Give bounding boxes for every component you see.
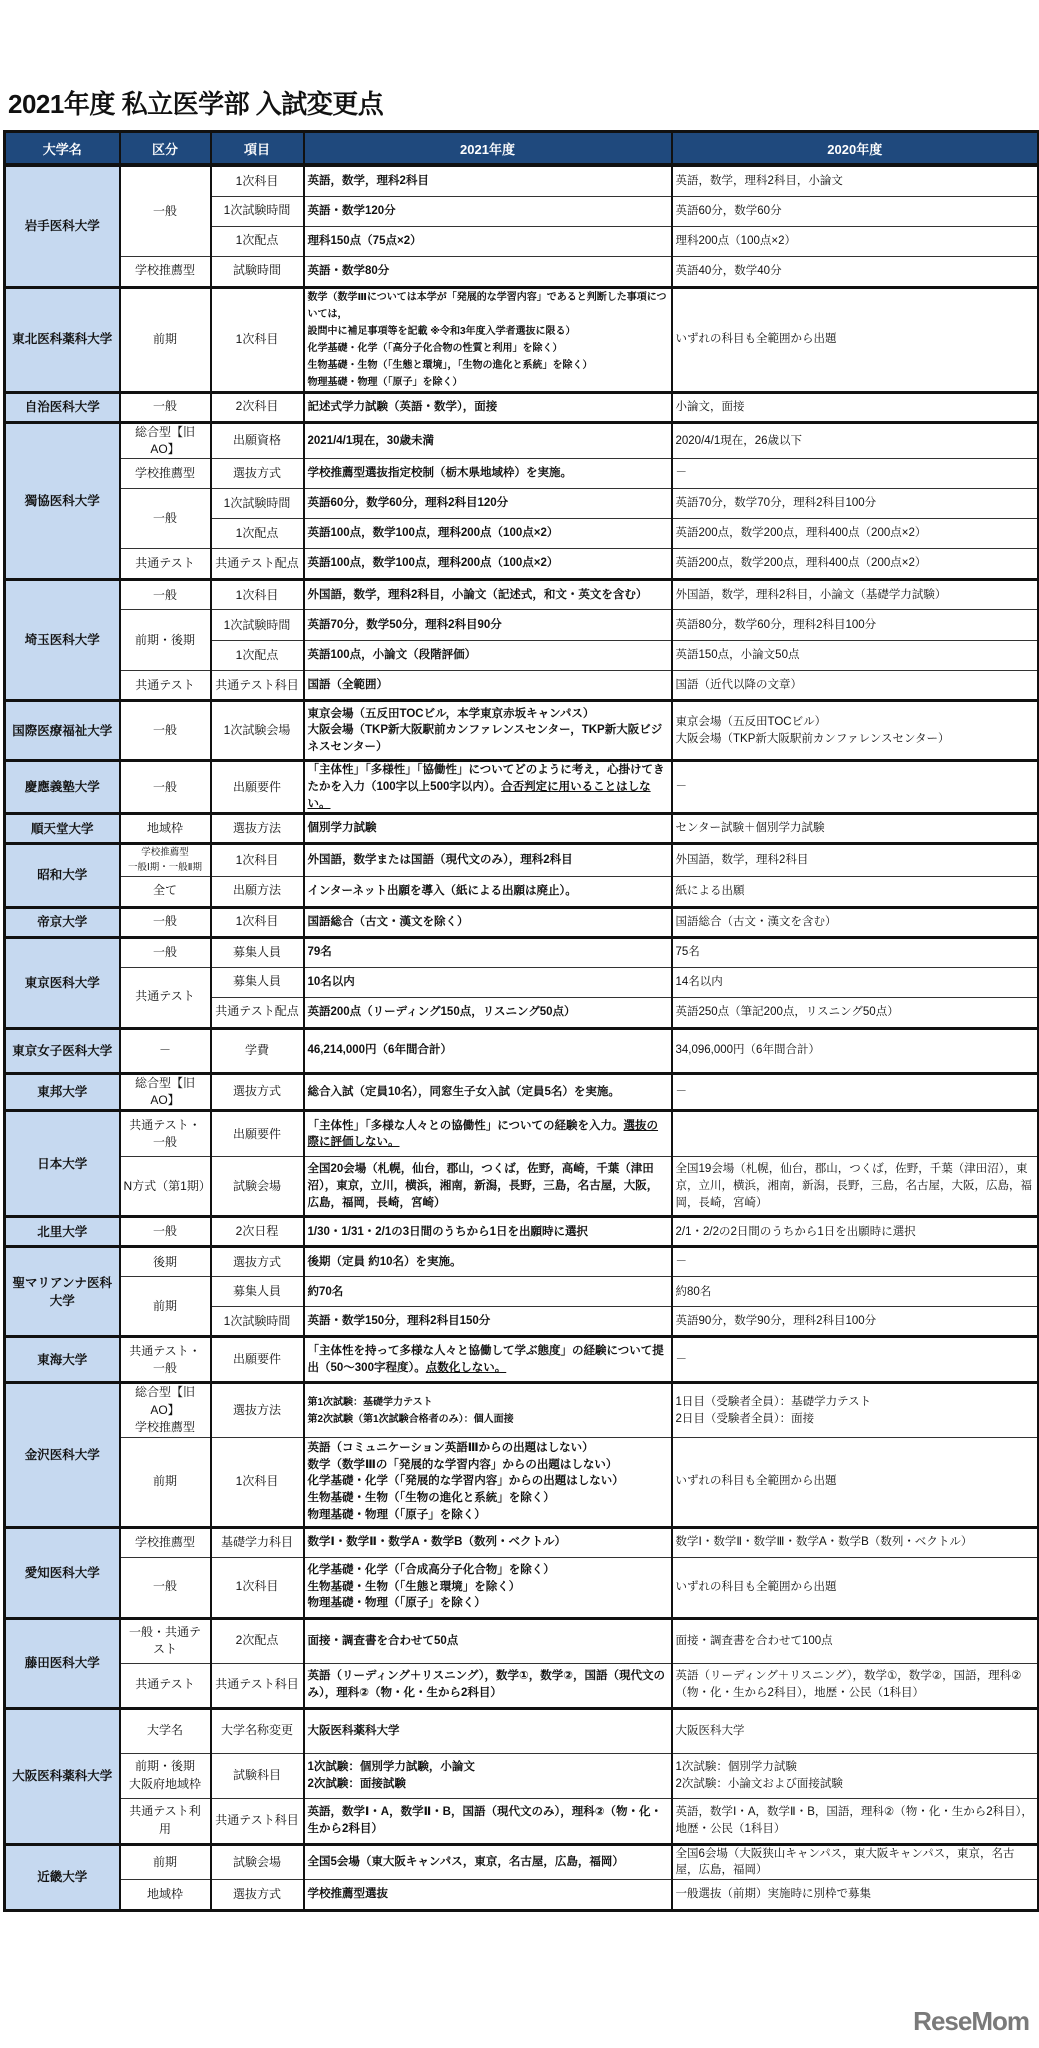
value-2020-cell: いずれの科目も全範囲から出題 bbox=[672, 1437, 1039, 1527]
value-2021-cell bbox=[304, 226, 672, 256]
university-name: 東邦大学 bbox=[5, 1073, 120, 1111]
header-item: 項目 bbox=[211, 132, 304, 166]
item-cell: 2次配点 bbox=[211, 1618, 304, 1663]
university-name: 東京女子医科大学 bbox=[5, 1028, 120, 1073]
value-2021-cell bbox=[304, 1383, 672, 1437]
category-cell: 一般・共通テスト bbox=[120, 1618, 211, 1663]
category-cell: 共通テスト・一般 bbox=[120, 1111, 211, 1157]
value-2021-text: 後期（定員 約10名）を実施。 bbox=[307, 1256, 462, 1269]
value-2021-text: 外国語，数学または国語（現代文のみ），理科2科目 bbox=[307, 854, 573, 867]
value-2020-cell: 2020/4/1現在，26歳以下 bbox=[672, 422, 1039, 459]
item-cell: 出願要件 bbox=[211, 1337, 304, 1383]
value-2020-cell: － bbox=[672, 1337, 1039, 1383]
item-cell: 出願要件 bbox=[211, 1111, 304, 1157]
value-2021-text: 個別学力試験 bbox=[307, 822, 377, 835]
value-2021-text: 2021/4/1現在，30歳未満 bbox=[307, 434, 435, 447]
value-2021-cell bbox=[304, 549, 672, 580]
table-row bbox=[5, 1277, 1039, 1307]
value-2021-text: 第1次試験：基礎学力テスト 第2次試験（第1次試験合格者のみ）：個人面接 bbox=[307, 1396, 514, 1425]
value-2021-text: 約70名 bbox=[307, 1285, 344, 1298]
value-2021-text: 東京会場（五反田TOCビル，本学東京赤坂キャンパス） 大阪会場（TKP新大阪駅前カンファレンスセンター，TKP新大阪ビジネスセンター） bbox=[307, 707, 663, 754]
table-row bbox=[5, 1557, 1039, 1618]
category-cell: N方式（第1期） bbox=[120, 1157, 211, 1217]
table-row bbox=[5, 287, 1039, 392]
value-2021-text: インターネット出願を導入（紙による出願は廃止）。 bbox=[307, 884, 577, 897]
value-2021-text: 「主体性」「多様性」「協働性」についてどのように考え，心掛けてきたかを入力（100字以上500字以内）。 bbox=[307, 764, 665, 793]
category-cell: 共通テスト bbox=[120, 967, 211, 1028]
value-2021-text: 国語（全範囲） bbox=[307, 678, 388, 691]
table-row bbox=[5, 1618, 1039, 1663]
value-2021-text: 英語200点（リーディング150点，リスニング50点） bbox=[307, 1005, 576, 1018]
item-cell: 試験会場 bbox=[211, 1844, 304, 1879]
category-cell: 地域枠 bbox=[120, 814, 211, 844]
category-cell: － bbox=[120, 1028, 211, 1073]
value-2021-cell bbox=[304, 814, 672, 844]
item-cell: 募集人員 bbox=[211, 967, 304, 997]
item-cell: 2次日程 bbox=[211, 1217, 304, 1247]
value-2021-cell bbox=[304, 1753, 672, 1798]
university-name: 岩手医科大学 bbox=[5, 165, 120, 287]
item-cell: 選抜方法 bbox=[211, 1383, 304, 1437]
value-2021-text: 英語70分，数学50分，理科2科目90分 bbox=[307, 618, 502, 631]
value-2020-cell: 外国語，数学，理科2科目，小論文（基礎学力試験） bbox=[672, 580, 1039, 610]
value-2021-text: 英語・数学120分 bbox=[307, 204, 396, 217]
value-2021-text: 英語，数学Ⅰ・A，数学Ⅱ・B，国語（現代文のみ），理科②（物・化・生から2科目） bbox=[307, 1805, 662, 1835]
value-2021-cell bbox=[304, 907, 672, 937]
value-2021-note: 点数化しない。 bbox=[425, 1361, 507, 1374]
value-2021-cell bbox=[304, 876, 672, 907]
value-2020-cell: 英語80分，数学60分，理科2科目100分 bbox=[672, 610, 1039, 641]
value-2021-cell bbox=[304, 1111, 672, 1157]
value-2021-text: 大阪医科薬科大学 bbox=[307, 1724, 400, 1737]
table-row bbox=[5, 876, 1039, 907]
value-2020-cell: 国語総合（古文・漢文を含む） bbox=[672, 907, 1039, 937]
university-name: 近畿大学 bbox=[5, 1844, 120, 1910]
university-name: 日本大学 bbox=[5, 1111, 120, 1217]
item-cell: 1次科目 bbox=[211, 165, 304, 196]
university-name: 愛知医科大学 bbox=[5, 1527, 120, 1618]
table-row bbox=[5, 1383, 1039, 1437]
category-cell: 前期 bbox=[120, 287, 211, 392]
category-cell: 一般 bbox=[120, 580, 211, 610]
value-2021-text: 外国語，数学，理科2科目，小論文（記述式，和文・英文を含む） bbox=[307, 588, 648, 601]
value-2020-cell: 1次試験：個別学力試験 2次試験：小論文および面接試験 bbox=[672, 1753, 1039, 1798]
value-2021-cell bbox=[304, 1663, 672, 1708]
category-cell: 共通テスト利用 bbox=[120, 1798, 211, 1844]
value-2021-text: 化学基礎・化学（「合成高分子化合物」を除く） 生物基礎・生物（「生態と環境」を除く） 物理基礎・物理（「原子」を除く） bbox=[307, 1564, 555, 1610]
value-2020-cell: 一般選抜（前期）実施時に別枠で募集 bbox=[672, 1879, 1039, 1910]
category-cell: 前期 bbox=[120, 1437, 211, 1527]
value-2021-cell bbox=[304, 1028, 672, 1073]
value-2021-text: 総合入試（定員10名），同窓生子女入試（定員5名）を実施。 bbox=[307, 1085, 620, 1098]
value-2021-cell bbox=[304, 641, 672, 671]
category-cell: 一般 bbox=[120, 1217, 211, 1247]
value-2021-text: 英語・数学150分，理科2科目150分 bbox=[307, 1315, 491, 1328]
university-name: 東海大学 bbox=[5, 1337, 120, 1383]
value-2020-cell: 理科200点（100点×2） bbox=[672, 226, 1039, 256]
resemom-logo: ReseMom bbox=[913, 2006, 1029, 2036]
category-cell: 前期・後期 大阪府地域枠 bbox=[120, 1753, 211, 1798]
value-2021-cell bbox=[304, 1618, 672, 1663]
table-row bbox=[5, 580, 1039, 610]
table-row bbox=[5, 1798, 1039, 1844]
value-2021-text: 英語・数学80分 bbox=[307, 264, 390, 277]
value-2021-text: 46,214,000円（6年間合計） bbox=[307, 1044, 452, 1057]
category-cell: 前期 bbox=[120, 1844, 211, 1879]
value-2020-cell: 英語，数学，理科2科目，小論文 bbox=[672, 165, 1039, 196]
category-cell: 一般 bbox=[120, 489, 211, 549]
university-name: 藤田医科大学 bbox=[5, 1618, 120, 1708]
value-2020-cell: 英語40分，数学40分 bbox=[672, 256, 1039, 287]
value-2021-cell bbox=[304, 1437, 672, 1527]
value-2021-cell bbox=[304, 997, 672, 1028]
value-2021-cell bbox=[304, 422, 672, 459]
value-2020-cell: 数学Ⅰ・数学Ⅱ・数学Ⅲ・数学A・数学B（数列・ベクトル） bbox=[672, 1527, 1039, 1557]
table-row bbox=[5, 967, 1039, 997]
item-cell: 1次科目 bbox=[211, 580, 304, 610]
category-cell: 一般 bbox=[120, 761, 211, 814]
value-2020-cell: － bbox=[672, 1247, 1039, 1277]
category-cell: 一般 bbox=[120, 701, 211, 761]
value-2021-cell bbox=[304, 844, 672, 876]
table-row bbox=[5, 761, 1039, 814]
category-cell: 学校推薦型 bbox=[120, 1527, 211, 1557]
value-2020-cell: 英語200点，数学200点，理科400点（200点×2） bbox=[672, 519, 1039, 549]
value-2021-text: 数学（数学Ⅲについては本学が「発展的な学習内容」であると判断した事項については， 設問中に補足事項等を記載 ※令和3年度入学者選抜に限る） 化学基礎・化学（「高分子化合物の性質と利用」を除く） 生物基礎・生物（「生態と環境」，「生物の進化と系統」を除く） 物理基礎・物理（「原子」を除く） bbox=[307, 291, 667, 388]
item-cell: 1次配点 bbox=[211, 519, 304, 549]
admission-changes-table bbox=[3, 130, 1039, 1912]
item-cell: 選抜方法 bbox=[211, 814, 304, 844]
table-row bbox=[5, 489, 1039, 519]
value-2021-cell bbox=[304, 1073, 672, 1111]
value-2020-cell: － bbox=[672, 761, 1039, 814]
category-cell: 学校推薦型 bbox=[120, 459, 211, 489]
value-2021-cell bbox=[304, 287, 672, 392]
value-2020-cell: 全国19会場（札幌，仙台，郡山，つくば，佐野，千葉（津田沼），東京，立川，横浜，湘南，新潟，長野，三島，名古屋，大阪，広島，福岡，長崎，宮崎） bbox=[672, 1157, 1039, 1217]
university-name: 自治医科大学 bbox=[5, 392, 120, 422]
table-row bbox=[5, 1217, 1039, 1247]
category-cell: 一般 bbox=[120, 165, 211, 256]
category-cell: 総合型【旧AO】 bbox=[120, 1073, 211, 1111]
value-2021-cell bbox=[304, 1844, 672, 1879]
item-cell: 1次試験時間 bbox=[211, 489, 304, 519]
value-2020-cell: － bbox=[672, 1073, 1039, 1111]
item-cell: 出願方法 bbox=[211, 876, 304, 907]
value-2021-text: 英語100点，小論文（段階評価） bbox=[307, 649, 477, 662]
item-cell: 1次配点 bbox=[211, 226, 304, 256]
item-cell: 選抜方式 bbox=[211, 1879, 304, 1910]
category-cell: 一般 bbox=[120, 907, 211, 937]
value-2021-text: 「主体性を持って多様な人々と協働して学ぶ態度」の経験について提出（50～300字程度）。 bbox=[307, 1345, 664, 1374]
item-cell: 1次試験時間 bbox=[211, 610, 304, 641]
table-row bbox=[5, 1753, 1039, 1798]
value-2021-cell bbox=[304, 1557, 672, 1618]
item-cell: 共通テスト科目 bbox=[211, 671, 304, 701]
value-2021-cell bbox=[304, 1879, 672, 1910]
table-row bbox=[5, 1663, 1039, 1708]
category-cell: 総合型【旧AO】 学校推薦型 bbox=[120, 1383, 211, 1437]
table-row bbox=[5, 1708, 1039, 1753]
item-cell: 1次科目 bbox=[211, 907, 304, 937]
value-2021-text: 面接・調査書を合わせて50点 bbox=[307, 1634, 459, 1647]
category-cell: 学校推薦型 一般Ⅰ期・一般Ⅱ期 bbox=[120, 844, 211, 876]
value-2020-cell: 大阪医科大学 bbox=[672, 1708, 1039, 1753]
table-row bbox=[5, 1073, 1039, 1111]
value-2020-cell: 1日目（受験者全員）：基礎学力テスト 2日目（受験者全員）：面接 bbox=[672, 1383, 1039, 1437]
value-2020-cell: 英語70分，数学70分，理科2科目100分 bbox=[672, 489, 1039, 519]
item-cell: 出願資格 bbox=[211, 422, 304, 459]
university-name: 聖マリアンナ医科大学 bbox=[5, 1247, 120, 1337]
value-2021-cell bbox=[304, 256, 672, 287]
value-2020-cell: いずれの科目も全範囲から出題 bbox=[672, 287, 1039, 392]
value-2021-cell bbox=[304, 392, 672, 422]
value-2021-text: 英語（リーディング＋リスニング），数学①，数学②，国語（現代文のみ），理科②（物・化・生から2科目） bbox=[307, 1670, 665, 1700]
table-row bbox=[5, 701, 1039, 761]
header-university: 大学名 bbox=[5, 132, 120, 166]
item-cell: 1次科目 bbox=[211, 844, 304, 876]
value-2020-cell: 14名以内 bbox=[672, 967, 1039, 997]
value-2020-cell: 75名 bbox=[672, 937, 1039, 967]
table-row bbox=[5, 937, 1039, 967]
value-2021-text: 79名 bbox=[307, 946, 332, 959]
item-cell: 1次配点 bbox=[211, 641, 304, 671]
value-2021-text: 10名以内 bbox=[307, 975, 355, 988]
university-name: 東北医科薬科大学 bbox=[5, 287, 120, 392]
category-cell: 全て bbox=[120, 876, 211, 907]
page-title: 2021年度 私立医学部 入試変更点 bbox=[8, 89, 384, 119]
value-2020-cell: 約80名 bbox=[672, 1277, 1039, 1307]
value-2021-text: 数学Ⅰ・数学Ⅱ・数学A・数学B（数列・ベクトル） bbox=[307, 1536, 566, 1549]
value-2021-text: 全国5会場（東大阪キャンパス，東京，名古屋，広島，福岡） bbox=[307, 1855, 624, 1868]
item-cell: 1次科目 bbox=[211, 287, 304, 392]
value-2020-cell: 英語200点，数学200点，理科400点（200点×2） bbox=[672, 549, 1039, 580]
university-name: 獨協医科大学 bbox=[5, 422, 120, 580]
table-row bbox=[5, 1879, 1039, 1910]
table-row bbox=[5, 814, 1039, 844]
table-body bbox=[5, 165, 1039, 1910]
table-row bbox=[5, 392, 1039, 422]
table-row bbox=[5, 256, 1039, 287]
table-row bbox=[5, 1157, 1039, 1217]
value-2021-cell bbox=[304, 459, 672, 489]
value-2021-note: 合否判定に用いることはしない。 bbox=[307, 780, 651, 810]
header-2021: 2021年度 bbox=[304, 132, 672, 166]
value-2021-text: 「主体性」「多様な人々との協働性」についての経験を入力。 bbox=[307, 1119, 624, 1132]
table-row bbox=[5, 1527, 1039, 1557]
category-cell: 前期・後期 bbox=[120, 610, 211, 671]
university-name: 東京医科大学 bbox=[5, 937, 120, 1028]
category-cell: 前期 bbox=[120, 1277, 211, 1337]
value-2020-cell: 英語，数学Ⅰ・A，数学Ⅱ・B，国語，理科②（物・化・生から2科目），地歴・公民（1科目） bbox=[672, 1798, 1039, 1844]
value-2021-text: 全国20会場（札幌，仙台，郡山，つくば，佐野，高崎，千葉（津田沼），東京，立川，横浜，湘南，新潟，長野，三島，名古屋，大阪，広島，福岡，長崎，宮崎） bbox=[307, 1163, 659, 1209]
value-2021-cell bbox=[304, 1337, 672, 1383]
item-cell: 2次科目 bbox=[211, 392, 304, 422]
value-2020-cell: 英語150点，小論文50点 bbox=[672, 641, 1039, 671]
value-2021-text: 英語（コミュニケーション英語Ⅲからの出題はしない） 数学（数学Ⅲの「発展的な学習内容」からの出題はしない） 化学基礎・化学（「発展的な学習内容」からの出題はしない） 生物基礎・生物（「生物の進化と系統」を除く） 物理基礎・物理（「原子」を除く） bbox=[307, 1441, 624, 1521]
university-name: 昭和大学 bbox=[5, 844, 120, 907]
value-2021-cell bbox=[304, 1708, 672, 1753]
table-row bbox=[5, 1844, 1039, 1879]
value-2021-text: 英語60分，数学60分，理科2科目120分 bbox=[307, 497, 509, 510]
value-2020-cell: 英語250点（筆記200点，リスニング50点） bbox=[672, 997, 1039, 1028]
value-2021-text: 学校推薦型選抜 bbox=[307, 1888, 388, 1901]
value-2021-note: 選抜の際に評価しない。 bbox=[307, 1119, 659, 1149]
item-cell: 共通テスト科目 bbox=[211, 1798, 304, 1844]
category-cell: 学校推薦型 bbox=[120, 256, 211, 287]
item-cell: 1次試験時間 bbox=[211, 1307, 304, 1337]
table-row bbox=[5, 165, 1039, 196]
value-2020-cell: 東京会場（五反田TOCビル） 大阪会場（TKP新大阪駅前カンファレンスセンター） bbox=[672, 701, 1039, 761]
value-2021-cell bbox=[304, 1527, 672, 1557]
value-2020-cell: － bbox=[672, 459, 1039, 489]
university-name: 金沢医科大学 bbox=[5, 1383, 120, 1527]
category-cell: 地域枠 bbox=[120, 1879, 211, 1910]
item-cell: 学費 bbox=[211, 1028, 304, 1073]
category-cell: 共通テスト・一般 bbox=[120, 1337, 211, 1383]
value-2021-cell bbox=[304, 761, 672, 814]
university-name: 国際医療福祉大学 bbox=[5, 701, 120, 761]
category-cell: 共通テスト bbox=[120, 549, 211, 580]
category-cell: 総合型【旧AO】 bbox=[120, 422, 211, 459]
item-cell: 出願要件 bbox=[211, 761, 304, 814]
category-cell: 大学名 bbox=[120, 1708, 211, 1753]
value-2021-cell bbox=[304, 701, 672, 761]
item-cell: 選抜方式 bbox=[211, 1073, 304, 1111]
value-2020-cell: いずれの科目も全範囲から出題 bbox=[672, 1557, 1039, 1618]
item-cell: 基礎学力科目 bbox=[211, 1527, 304, 1557]
value-2021-cell bbox=[304, 1247, 672, 1277]
table-row bbox=[5, 459, 1039, 489]
category-cell: 一般 bbox=[120, 1557, 211, 1618]
value-2020-cell: 外国語，数学，理科2科目 bbox=[672, 844, 1039, 876]
university-name: 大阪医科薬科大学 bbox=[5, 1708, 120, 1844]
value-2021-cell bbox=[304, 967, 672, 997]
item-cell: 共通テスト配点 bbox=[211, 549, 304, 580]
table-row bbox=[5, 1437, 1039, 1527]
value-2020-cell: 英語90分，数学90分，理科2科目100分 bbox=[672, 1307, 1039, 1337]
header-2020: 2020年度 bbox=[672, 132, 1039, 166]
value-2020-cell: 34,096,000円（6年間合計） bbox=[672, 1028, 1039, 1073]
value-2021-cell bbox=[304, 671, 672, 701]
value-2020-cell: 英語（リーディング＋リスニング），数学①，数学②，国語，理科②（物・化・生から2科目），地歴・公民（1科目） bbox=[672, 1663, 1039, 1708]
category-cell: 一般 bbox=[120, 392, 211, 422]
item-cell: 試験会場 bbox=[211, 1157, 304, 1217]
category-cell: 共通テスト bbox=[120, 671, 211, 701]
value-2021-text: 理科150点（75点×2） bbox=[307, 234, 422, 247]
value-2021-text: 1/30・1/31・2/1の3日間のうちから1日を出願時に選択 bbox=[307, 1225, 589, 1238]
value-2021-cell bbox=[304, 1307, 672, 1337]
item-cell: 1次科目 bbox=[211, 1437, 304, 1527]
table-row bbox=[5, 1028, 1039, 1073]
university-name: 埼玉医科大学 bbox=[5, 580, 120, 701]
item-cell: 1次試験時間 bbox=[211, 196, 304, 226]
value-2020-cell: 全国6会場（大阪狭山キャンパス，東大阪キャンパス，東京，名古屋，広島，福岡） bbox=[672, 1844, 1039, 1879]
value-2020-cell: 面接・調査書を合わせて100点 bbox=[672, 1618, 1039, 1663]
value-2020-cell: 2/1・2/2の2日間のうちから1日を出願時に選択 bbox=[672, 1217, 1039, 1247]
university-name: 順天堂大学 bbox=[5, 814, 120, 844]
category-cell: 一般 bbox=[120, 937, 211, 967]
value-2020-cell: センター試験＋個別学力試験 bbox=[672, 814, 1039, 844]
value-2021-text: 英語100点，数学100点，理科200点（100点×2） bbox=[307, 557, 559, 570]
value-2021-cell bbox=[304, 196, 672, 226]
item-cell: 試験時間 bbox=[211, 256, 304, 287]
value-2020-cell: 紙による出願 bbox=[672, 876, 1039, 907]
table-row bbox=[5, 422, 1039, 459]
item-cell: 選抜方式 bbox=[211, 459, 304, 489]
item-cell: 選抜方式 bbox=[211, 1247, 304, 1277]
value-2020-cell: 国語（近代以降の文章） bbox=[672, 671, 1039, 701]
item-cell: 共通テスト科目 bbox=[211, 1663, 304, 1708]
item-cell: 大学名称変更 bbox=[211, 1708, 304, 1753]
item-cell: 募集人員 bbox=[211, 937, 304, 967]
table-row bbox=[5, 844, 1039, 876]
table-row bbox=[5, 1337, 1039, 1383]
value-2021-cell bbox=[304, 1157, 672, 1217]
value-2021-text: 記述式学力試験（英語・数学），面接 bbox=[307, 400, 498, 413]
header-category: 区分 bbox=[120, 132, 211, 166]
category-cell: 共通テスト bbox=[120, 1663, 211, 1708]
item-cell: 募集人員 bbox=[211, 1277, 304, 1307]
value-2020-cell bbox=[672, 1111, 1039, 1157]
value-2021-cell bbox=[304, 1217, 672, 1247]
value-2021-cell bbox=[304, 937, 672, 967]
value-2021-cell bbox=[304, 489, 672, 519]
value-2021-text: 国語総合（古文・漢文を除く） bbox=[307, 915, 469, 928]
value-2021-cell bbox=[304, 519, 672, 549]
table-row bbox=[5, 671, 1039, 701]
item-cell: 1次科目 bbox=[211, 1557, 304, 1618]
table-row bbox=[5, 1247, 1039, 1277]
item-cell: 1次試験会場 bbox=[211, 701, 304, 761]
table-row bbox=[5, 549, 1039, 580]
table-row bbox=[5, 1111, 1039, 1157]
value-2021-text: 1次試験：個別学力試験，小論文 2次試験：面接試験 bbox=[307, 1760, 475, 1790]
university-name: 慶應義塾大学 bbox=[5, 761, 120, 814]
value-2021-cell bbox=[304, 1798, 672, 1844]
table-row bbox=[5, 610, 1039, 641]
value-2021-text: 学校推薦型選抜指定校制（栃木県地域枠）を実施。 bbox=[307, 467, 572, 480]
value-2021-text: 英語，数学，理科2科目 bbox=[307, 174, 429, 187]
item-cell: 試験科目 bbox=[211, 1753, 304, 1798]
item-cell: 共通テスト配点 bbox=[211, 997, 304, 1028]
value-2020-cell: 小論文，面接 bbox=[672, 392, 1039, 422]
value-2021-cell bbox=[304, 1277, 672, 1307]
value-2020-cell: 英語60分，数学60分 bbox=[672, 196, 1039, 226]
value-2021-cell bbox=[304, 165, 672, 196]
university-name: 北里大学 bbox=[5, 1217, 120, 1247]
table-header-row bbox=[5, 132, 1039, 166]
value-2021-text: 英語100点，数学100点，理科200点（100点×2） bbox=[307, 527, 559, 540]
category-cell: 後期 bbox=[120, 1247, 211, 1277]
value-2021-cell bbox=[304, 610, 672, 641]
value-2021-cell bbox=[304, 580, 672, 610]
table-row bbox=[5, 907, 1039, 937]
university-name: 帝京大学 bbox=[5, 907, 120, 937]
